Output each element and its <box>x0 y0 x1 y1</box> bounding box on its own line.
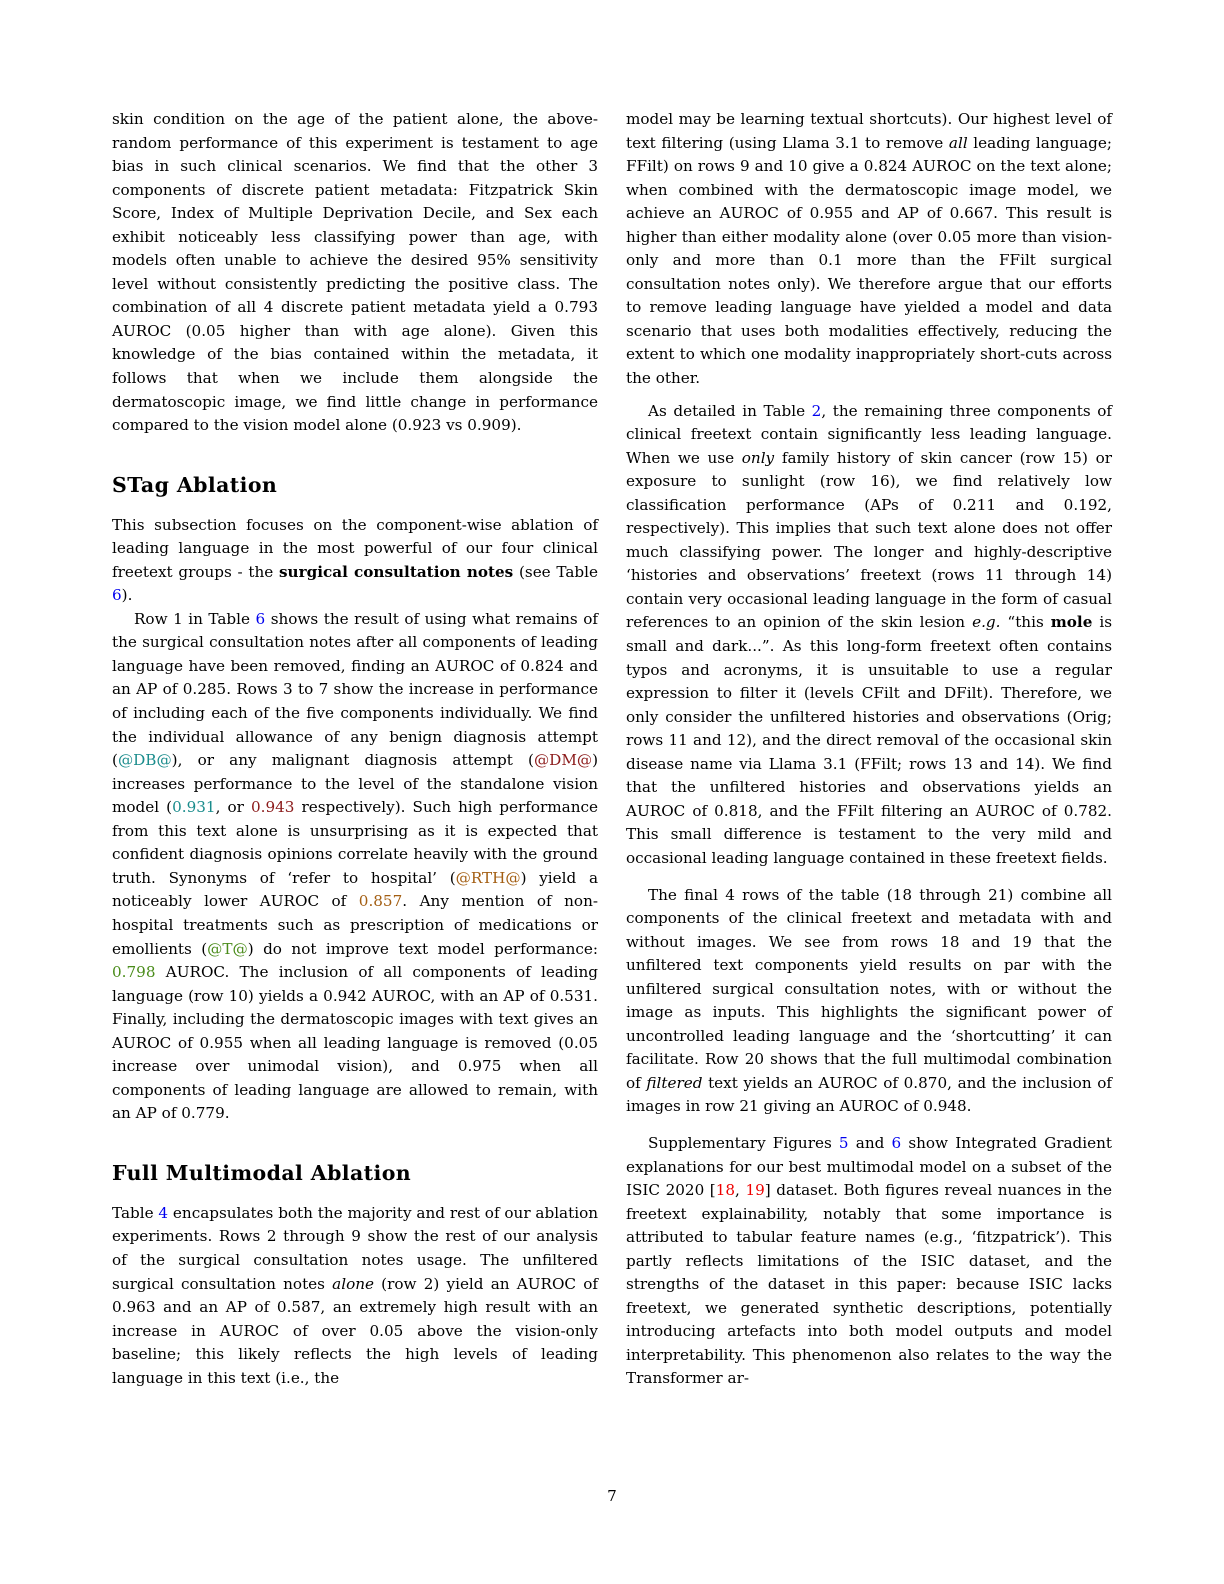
italic-only: only <box>741 448 775 467</box>
text-segment: text yields an AUROC of 0.870, and the inclusion of images in row 21 giving an AUROC of 0.948. <box>626 1073 1112 1116</box>
spacer <box>112 1126 598 1160</box>
text-segment: family history of skin cancer (row 15) or exposure to sunlight (row 16), we find relatively low classification performance (APs of 0.211 and 0.192, respectively). This implies that such text alone does not offer much classifying power. The longer and highly-descriptive ‘histories and observations’ freetext (rows 11 through 14) contain very occasional leading language in the form of casual references to an opinion of the skin lesion <box>626 448 1112 632</box>
left-column <box>112 108 598 1390</box>
text-segment: model may be learning textual shortcuts). Our highest level of text filtering (using Llama 3.1 to remove <box>626 110 1112 152</box>
text-segment: “this <box>1000 613 1051 632</box>
paragraph-stag-intro <box>112 514 598 608</box>
text-segment: , <box>735 1181 746 1200</box>
spacer <box>626 871 1112 884</box>
text-segment: and <box>848 1133 892 1152</box>
table-reference-link[interactable]: 6 <box>112 586 122 605</box>
figure-reference-link[interactable]: 6 <box>891 1133 902 1152</box>
text-segment: leading language; FFilt) on rows 9 and 10 give a 0.824 AUROC on the text alone; when combined with the dermatoscopic image model, we achieve an AUROC of 0.955 and AP of 0.667. This result is higher than either modality alone (over 0.05 more than vision-only and more than 0.1 more than the FFilt surgical consultation notes only). We therefore argue that our efforts to remove leading language have yielded a model and data scenario that uses both modalities effectively, reducing the extent to which one modality inappropriately short-cuts across the other. <box>626 133 1112 388</box>
paragraph-final-rows <box>626 884 1112 1119</box>
paragraph-continued-ffilt <box>626 108 1112 391</box>
text-segment: AUROC. The inclusion of all components of leading language (row 10) yields a 0.942 AUROC, with an AP of 0.531. Finally, including the dermatoscopic images with text gives an AUROC of 0.955 when all leading language is removed (0.05 increase over unimodal vision), and 0.975 when all components of leading language are allowed to remain, with an AP of 0.779. <box>112 963 598 1123</box>
text-segment: respectively). Such high performance from this text alone is unsurprising as it is expected that confident diagnosis opinions correlate heavily with the ground truth. Synonyms of ‘refer to hospital’ ( <box>112 798 598 887</box>
text-segment: . Any mention of non-hospital treatments such as prescription of medications or emollients ( <box>112 892 598 958</box>
text-segment: ] dataset. Both figures reveal nuances in the freetext explainability, notably that some importance is attributed to tabular feature names (e.g., ‘fitzpatrick’). This partly reflects limitations of the ISIC dataset, and the strengths of the dataset in this paper: because ISIC lacks freetext, we generated synthetic descriptions, potentially introducing artefacts into both model outputs and model interpretability. This phenomenon also relates to the way the Transformer ar- <box>626 1181 1112 1388</box>
text-segment: (see Table <box>513 562 598 581</box>
text-segment: is small and dark...”. As this long-form freetext often contains typos and acronyms, it is unsuitable to use a regular expression to filter it (levels CFilt and DFilt). Therefore, we only consider the unfiltered histories and observations (Orig; rows 11 and 12), and the direct removal of the occasional skin disease name via Llama 3.1 (FFilt; rows 13 and 14). We find that the unfiltered histories and observations yields an AUROC of 0.818, and the FFilt filtering an AUROC of 0.782. This small difference is testament to the very mild and occasional leading language contained in these freetext fields. <box>626 613 1112 867</box>
heading-full-multimodal-ablation: Full Multimodal Ablation <box>112 1160 412 1185</box>
text-segment: The final 4 rows of the table (18 through 21) combine all components of the clinical freetext and metadata with and without images. We see from rows 18 and 19 that the unfiltered text components yield results on par with the unfiltered surgical consultation notes, with or without the image as inputs. This highlights the significant power of uncontrolled leading language and the ‘shortcutting’ it can facilitate. Row 20 shows that the full multimodal combination of <box>626 885 1112 1092</box>
text-segment: ) yield a noticeably lower AUROC of <box>112 868 598 911</box>
text-segment: Row 1 in Table <box>134 609 256 628</box>
paragraph-continued-metadata: skin condition on the age of the patient alone, the above-random performance of this experiment is testament to age bias in such clinical scenarios. We find that the other 3 components of discrete patient metadata: Fitzpatrick Skin Score, Index of Multiple Deprivation Decile, and Sex each exhibit noticeably less classifying power than age, with models often unable to achieve the desired 95% sensitivity level without consistently predicting the positive class. The combination of all 4 discrete patient metadata yield a 0.793 AUROC (0.05 higher than with age alone). Given this knowledge of the bias contained within the metadata, it follows that when we include them alongside the dermatoscopic image, we find little change in performance compared to the vision model alone (0.923 vs 0.909). <box>112 110 598 435</box>
text-segment: ) increases performance to the level of the standalone vision model ( <box>112 751 598 817</box>
right-column <box>626 108 1112 1391</box>
bold-surgical-consultation-notes: surgical consultation notes <box>279 562 514 581</box>
paragraph-full-multimodal <box>112 1202 598 1390</box>
text-segment: This subsection focuses on the component-wise ablation of leading language in the most powerful of our four clinical freetext groups - the <box>112 515 598 581</box>
text-segment: ). <box>121 586 133 605</box>
paragraph-stag-results <box>112 608 598 1126</box>
text-segment: show Integrated Gradient explanations for our best multimodal model on a subset of the ISIC 2020 [ <box>626 1133 1112 1200</box>
citation-link[interactable]: 19 <box>745 1181 765 1200</box>
table-reference-link[interactable]: 6 <box>255 609 266 628</box>
tag-t: @T@ <box>207 939 248 958</box>
page-number: 7 <box>607 1487 617 1505</box>
text-segment: Table <box>112 1203 159 1222</box>
value-dm-auroc: 0.943 <box>250 798 295 817</box>
italic-eg: e.g. <box>972 613 1001 632</box>
spacer <box>112 1186 598 1202</box>
tag-rth: @RTH@ <box>455 868 521 887</box>
spacer <box>112 438 598 472</box>
value-db-auroc: 0.931 <box>172 798 216 817</box>
text-segment: (row 2) yield an AUROC of 0.963 and an AP of 0.587, an extremely high result with an increase in AUROC of over 0.05 above the vision-only baseline; this likely reflects the high levels of leading language in this text (i.e., the <box>112 1274 598 1387</box>
bold-mole: mole <box>1050 613 1093 632</box>
value-rth-auroc: 0.857 <box>358 892 403 911</box>
spacer <box>626 391 1112 400</box>
spacer <box>626 1119 1112 1132</box>
text-segment: As detailed in Table <box>648 401 812 420</box>
text-segment: encapsulates both the majority and rest of our ablation experiments. Rows 2 through 9 show the rest of our analysis of the surgical consultation notes usage. The unfiltered surgical consultation notes <box>112 1203 598 1293</box>
text-segment: shows the result of using what remains of the surgical consultation notes after all components of leading language have been removed, finding an AUROC of 0.824 and an AP of 0.285. Rows 3 to 7 show the increase in performance of including each of the five components individually. We find the individual allowance of any benign diagnosis attempt ( <box>112 609 598 770</box>
heading-stag-ablation: STag Ablation <box>112 472 278 497</box>
table-reference-link[interactable]: 2 <box>811 401 822 420</box>
spacer <box>112 498 598 514</box>
text-segment: Supplementary Figures <box>648 1133 839 1152</box>
paragraph-supplementary-figures <box>626 1132 1112 1391</box>
text-segment: , the remaining three components of clinical freetext contain significantly less leading language. When we use <box>626 401 1112 467</box>
italic-alone: alone <box>332 1274 374 1293</box>
tag-db: @DB@ <box>117 751 172 770</box>
text-segment: , or <box>215 798 251 817</box>
italic-all: all <box>948 133 968 152</box>
figure-reference-link[interactable]: 5 <box>838 1133 849 1152</box>
text-segment: ), or any malignant diagnosis attempt ( <box>171 751 534 770</box>
text-segment: ) do not improve text model performance: <box>247 939 598 958</box>
citation-link[interactable]: 18 <box>715 1181 736 1200</box>
tag-dm: @DM@ <box>533 751 593 770</box>
italic-filtered: filtered <box>646 1073 703 1092</box>
two-column-body <box>112 108 1112 1448</box>
paragraph-table2-freetext <box>626 400 1112 871</box>
table-reference-link[interactable]: 4 <box>158 1203 169 1222</box>
value-t-auroc: 0.798 <box>112 963 156 982</box>
